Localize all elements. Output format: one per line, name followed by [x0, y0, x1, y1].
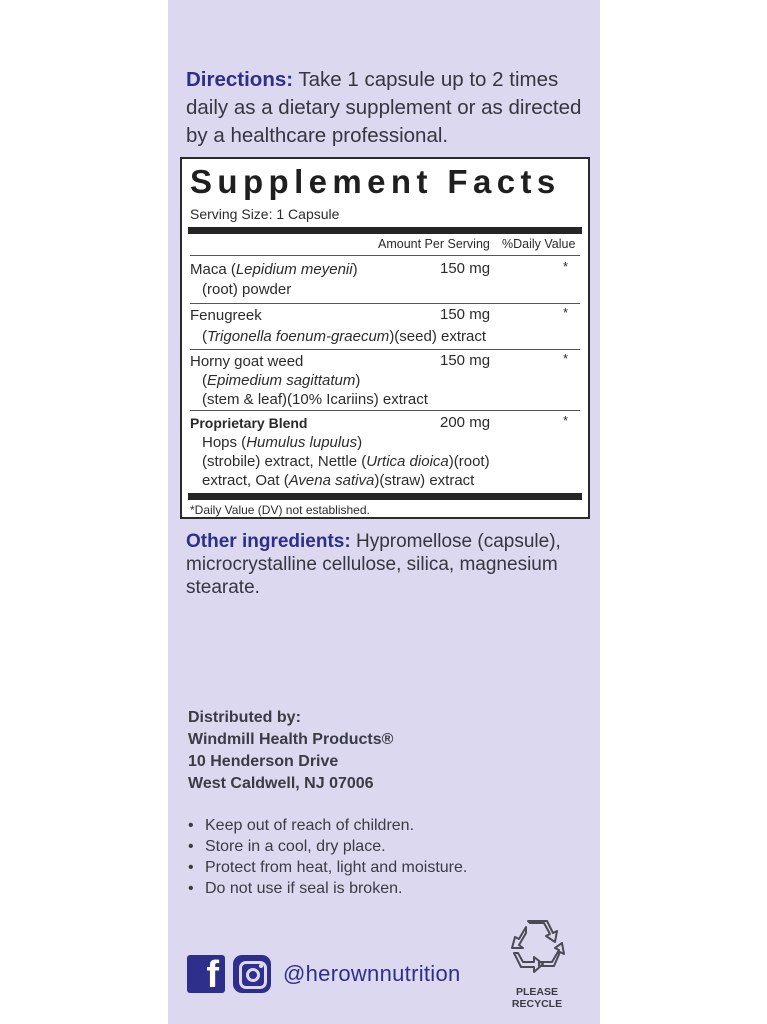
- instagram-icon[interactable]: [233, 955, 271, 993]
- ingredient-name: Maca (Lepidium meyenii): [190, 261, 358, 278]
- facts-row: [190, 350, 580, 411]
- daily-value-header: %Daily Value: [502, 237, 576, 251]
- serving-size: Serving Size: 1 Capsule: [190, 206, 340, 222]
- ingredient-detail: (Trigonella foenum-graecum)(seed) extract: [202, 328, 487, 345]
- facts-footnote: *Daily Value (DV) not established.: [190, 503, 370, 517]
- facts-row: [190, 259, 580, 304]
- ingredient-amount: 150 mg: [440, 306, 491, 323]
- facebook-icon[interactable]: f: [187, 955, 225, 993]
- other-ingredients-text: Hypromellose (capsule), microcrystalline cellulose, silica, magnesium stearate.: [186, 531, 561, 598]
- ingredient-name: Proprietary Blend: [190, 415, 308, 431]
- directions-label: Directions:: [186, 68, 294, 91]
- directions: [186, 66, 596, 150]
- distributor: [188, 707, 393, 795]
- warnings-list: [188, 815, 467, 899]
- recycle-line-2: RECYCLE: [511, 998, 563, 1010]
- ingredient-dv: *: [562, 413, 568, 428]
- list-item: • Protect from heat, light and moisture.: [188, 857, 467, 878]
- list-item: • Store in a cool, dry place.: [188, 836, 467, 857]
- ingredient-detail: (Epimedium sagittatum): [202, 372, 361, 389]
- recycle-line-1: PLEASE: [515, 986, 558, 998]
- amount-per-serving-header: Amount Per Serving: [378, 237, 490, 251]
- directions-text: Take 1 capsule up to 2 times daily as a dietary supplement or as directed by a healthcare professional.: [186, 68, 582, 147]
- ingredient-detail: (stem & leaf)(10% Icariins) extract: [202, 391, 428, 408]
- header-divider: [190, 255, 580, 256]
- list-item: • Do not use if seal is broken.: [188, 878, 467, 899]
- distributor-label: Distributed by:: [188, 709, 301, 726]
- ingredient-detail: (strobile) extract, Nettle (Urtica dioica)(root): [202, 453, 490, 470]
- list-item: • Keep out of reach of children.: [188, 815, 467, 836]
- ingredient-dv: *: [562, 305, 568, 320]
- facts-row: [190, 411, 580, 493]
- other-ingredients-label: Other ingredients:: [186, 531, 351, 552]
- ingredient-name: Fenugreek: [190, 307, 262, 324]
- facts-title: Supplement Facts: [190, 163, 561, 200]
- facts-row: [190, 304, 580, 350]
- social-links: [187, 954, 461, 994]
- ingredient-amount: 150 mg: [440, 352, 491, 369]
- supplement-facts-panel: [180, 157, 590, 519]
- ingredient-dv: *: [562, 259, 568, 274]
- distributor-name: Windmill Health Products®: [188, 731, 394, 748]
- recycle-icon: [506, 915, 568, 977]
- distributor-street: 10 Henderson Drive: [188, 753, 339, 770]
- distributor-city: West Caldwell, NJ 07006: [188, 775, 374, 792]
- thick-divider: [188, 493, 582, 500]
- ingredient-dv: *: [562, 351, 568, 366]
- ingredient-detail: Hops (Humulus lupulus): [202, 434, 363, 451]
- social-handle[interactable]: @herownnutrition: [283, 961, 461, 986]
- ingredient-detail: (root) powder: [202, 281, 292, 298]
- other-ingredients: [186, 530, 596, 599]
- ingredient-amount: 200 mg: [440, 414, 491, 431]
- ingredient-name: Horny goat weed: [190, 353, 304, 370]
- ingredient-detail: extract, Oat (Avena sativa)(straw) extract: [202, 472, 475, 489]
- recycle-label: [506, 986, 568, 1010]
- ingredient-amount: 150 mg: [440, 260, 491, 277]
- thick-divider: [188, 227, 582, 234]
